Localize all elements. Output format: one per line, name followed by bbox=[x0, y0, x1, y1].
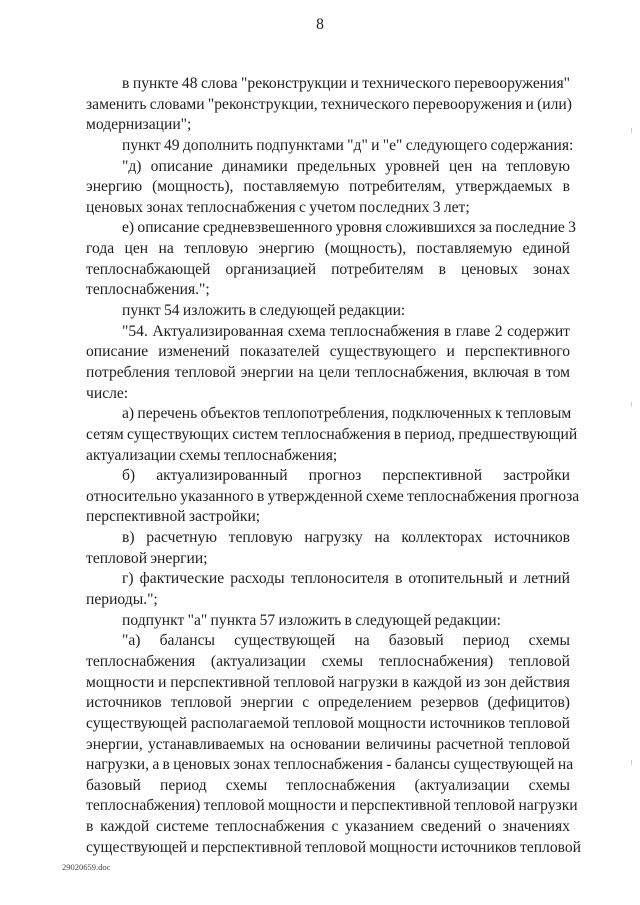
text-line: пункт 49 дополнить подпунктами "д" и "е" следующего содержания: bbox=[122, 136, 574, 154]
text-line: ценовых зонах теплоснабжения с учетом последних 3 лет; bbox=[86, 198, 470, 216]
text-line: б) актуализированный прогноз перспективной застройки bbox=[122, 467, 570, 485]
scan-margin-mark bbox=[631, 402, 632, 407]
text-line: перспективной застройки; bbox=[86, 508, 261, 526]
text-line: в) расчетную тепловую нагрузку на коллекторах источников bbox=[122, 529, 570, 547]
text-line: пункт 54 изложить в следующей редакции: bbox=[122, 302, 406, 320]
text-line: теплоснабжения (актуализации схемы теплоснабжения) тепловой bbox=[86, 652, 570, 670]
text-line: теплоснабжающей организацией потребителям в ценовых зонах bbox=[86, 260, 570, 278]
text-line: модернизации"; bbox=[86, 116, 192, 134]
text-line: "д) описание динамики предельных уровней цен на тепловую bbox=[122, 157, 570, 175]
scan-margin-mark bbox=[631, 760, 632, 765]
text-line: существующей располагаемой тепловой мощности источников тепловой bbox=[86, 714, 570, 732]
footer-file-code: 29020659.doc bbox=[62, 862, 111, 872]
text-line: е) описание средневзвешенного уровня сложившихся за последние 3 bbox=[122, 219, 576, 237]
text-line: теплоснабжения."; bbox=[86, 281, 210, 299]
text-line: в каждой системе теплоснабжения с указанием сведений о значениях bbox=[86, 818, 570, 836]
page-number: 8 bbox=[316, 16, 324, 33]
text-line: описание изменений показателей существующего и перспективного bbox=[86, 343, 570, 361]
scan-margin-mark bbox=[631, 128, 632, 133]
text-line: энергию (мощность), поставляемую потребителям, утверждаемых в bbox=[86, 178, 570, 196]
text-line: "а) балансы существующей на базовый период схемы bbox=[122, 632, 570, 650]
text-line: в пункте 48 слова "реконструкции и технического перевооружения" bbox=[122, 75, 570, 92]
text-line: г) фактические расходы теплоносителя в отопительный и летний bbox=[122, 570, 570, 588]
document-body bbox=[86, 74, 582, 858]
text-line: базовый период схемы теплоснабжения (актуализации схемы bbox=[86, 776, 570, 794]
text-line: числе: bbox=[86, 384, 129, 402]
text-line: сетям существующих систем теплоснабжения в период, предшествующий bbox=[86, 425, 578, 443]
text-line: относительно указанного в утвержденной схеме теплоснабжения прогноза bbox=[86, 487, 580, 505]
text-line: подпункт "а" пункта 57 изложить в следующей редакции: bbox=[122, 611, 501, 629]
text-line: существующей и перспективной тепловой мощности источников тепловой bbox=[86, 838, 582, 856]
text-line: периоды."; bbox=[86, 591, 158, 609]
text-line: теплоснабжения) тепловой мощности и перспективной тепловой нагрузки bbox=[86, 797, 578, 815]
text-line: источников тепловой энергии с определением резервов (дефицитов) bbox=[86, 694, 570, 712]
text-line: энергии, устанавливаемых на основании величины расчетной тепловой bbox=[86, 735, 570, 753]
text-line: заменить словами "реконструкции, технического перевооружения и (или) bbox=[86, 95, 572, 113]
text-line: года цен на тепловую энергию (мощность), поставляемую единой bbox=[86, 240, 570, 258]
text-line: "54. Актуализированная схема теплоснабжения в главе 2 содержит bbox=[122, 322, 570, 340]
text-line: нагрузки, а в ценовых зонах теплоснабжения - балансы существующей на bbox=[86, 756, 574, 774]
text-line: актуализации схемы теплоснабжения; bbox=[86, 446, 338, 464]
text-line: тепловой энергии; bbox=[86, 549, 208, 567]
text-line: а) перечень объектов теплопотребления, подключенных к тепловым bbox=[122, 405, 572, 423]
text-line: потребления тепловой энергии на цели теплоснабжения, включая в том bbox=[86, 363, 570, 381]
text-line: мощности и перспективной тепловой нагрузки в каждой из зон действия bbox=[86, 673, 570, 691]
